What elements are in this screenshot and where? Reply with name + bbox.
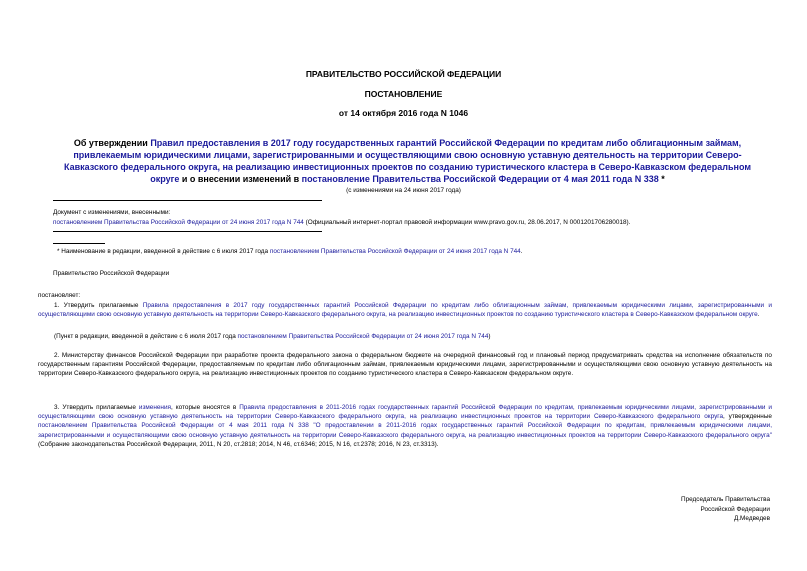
footnote-divider [53,243,105,244]
document-title [50,137,765,185]
title-prefix: Об утверждении [73,138,151,148]
government-heading: ПРАВИТЕЛЬСТВО РОССИЙСКОЙ ФЕДЕРАЦИИ [305,69,502,79]
p1-note-link[interactable]: постановлением Правительства Российской Федерации от 24 июня 2017 года N 744 [237,333,489,340]
p3-changes-link[interactable]: изменения [138,404,171,411]
paragraph-1 [38,301,772,319]
changes-link[interactable]: постановлением Правительства Российской Федерации от 24 июня 2017 года N 744 [53,219,304,226]
divider-bottom [53,231,322,232]
paragraph-1-note [54,332,774,341]
changes-heading: Документ с изменениями, внесенными: [53,209,171,216]
p1-text: 1. Утвердить прилагаемые [54,302,143,309]
p3-text-d: (Собрание законодательства Российской Федерации, 2011, N 20, ст.2818; 2014, N 46, ст.6346; 2015, N 16, ст.2378; 2016, N 23, ст.3313). [38,440,439,448]
p3-text-c: , утвержденные [723,413,772,421]
p1-end: . [757,311,760,319]
p3-text-b: , которые вносятся в [170,404,240,411]
footnote-link[interactable]: постановлением Правительства Российской Федерации от 24 июня 2017 года N 744 [269,248,521,255]
title-rules-link[interactable]: Правил предоставления в 2017 году государственных гарантий Российской Федерации по кредитам либо облигационным займам, привлекаемым юридическими лицами, зарегистрированными и осуществляющими свою основную уставную деятельность на территории Северо-Кавказского федерального округа, на реализацию инвестиционных проектов по созданию туристического кластера в Северо-Кавказском федеральном округе [63,138,752,184]
p1-note-text: (Пункт в редакции, введенной в действие с 6 июля 2017 года [54,333,238,340]
document-type: ПОСТАНОВЛЕНИЕ [364,89,443,99]
title-resolution-link[interactable]: постановление Правительства Российской Федерации от 4 мая 2011 года N 338 [301,174,659,184]
changes-details: (Официальный интернет-портал правовой информации www.pravo.gov.ru, 28.06.2017, N 0001201706280018). [303,219,631,226]
p2-text: 2. Министерству финансов Российской Федерации при разработке проекта федерального закона о федеральном бюджете на очередной финансовый год и плановый период предусматривать средства на исполнение обязательств по государственным гарантиям Российской Федерации, предоставляемым по кредитам либо облигационным займам, привлекаемым юридическими лицами, зарегистрированными и осуществляющими свою основную уставную деятельность на территории Северо-Кавказского федерального округа, на реализацию инвестиционных проектов по созданию туристического кластера в Северо-Кавказском федеральном округе. [38,352,772,378]
footnote-text: * Наименование в редакции, введенной в действие с 6 июля 2017 года [57,248,270,255]
signature-block [570,495,770,524]
paragraph-3 [38,403,772,449]
p1-note-end: ) [488,333,491,340]
p1-rules-link[interactable]: Правила предоставления в 2017 году государственных гарантий Российской Федерации по кредитам либо облигационным займам, привлекаемым юридическими лицами, зарегистрированными и осуществляющими свою основную уставную деятельность на территории Северо-Кавказского федерального округа, на реализацию инвестиционных проектов по созданию туристического кластера в Северо-Кавказском федеральном округе [38,302,772,319]
footnote-end: . [520,248,523,255]
paragraph-2 [38,351,772,379]
resolves-label: постановляет: [38,292,81,299]
p3-rules-link[interactable]: Правила предоставления в 2011-2016 годах государственных гарантий Российской Федерации по кредитам, привлекаемым юридическими лицами, зарегистрированными и осуществляющими свою основную уставную деятельность на территории Северо-Кавказского федерального округа, на реализацию инвестиционных проектов на территории Северо-Кавказского федерального округа [38,404,772,421]
document-date-number: от 14 октября 2016 года N 1046 [338,108,469,118]
changes-line [53,218,773,227]
signature-country: Российской Федерации [700,505,770,513]
signature-position: Председатель Правительства [681,496,770,503]
signature-name: Д.Медведев [733,515,770,522]
title-suffix: * [658,174,665,184]
issuer: Правительство Российской Федерации [53,270,170,277]
divider-top [53,200,322,201]
title-middle: и о внесении изменений в [179,174,302,184]
p3-resolution-link[interactable]: постановлением Правительства Российской Федерации от 4 мая 2011 года N 338 "О предоставлении в 2011-2016 годах государственных гарантий Российской Федерации по кредитам, привлекаемым юридическими лицами, зарегистрированными и осуществляющими свою основную уставную деятельность на территории Северо-Кавказского федерального округа, на реализацию инвестиционных проектов на территории Северо-Кавказского федерального округа" [38,422,772,439]
p3-text-a: 3. Утвердить прилагаемые [54,404,139,411]
footnote [57,247,777,256]
amended-note: (с изменениями на 24 июня 2017 года) [346,187,461,194]
